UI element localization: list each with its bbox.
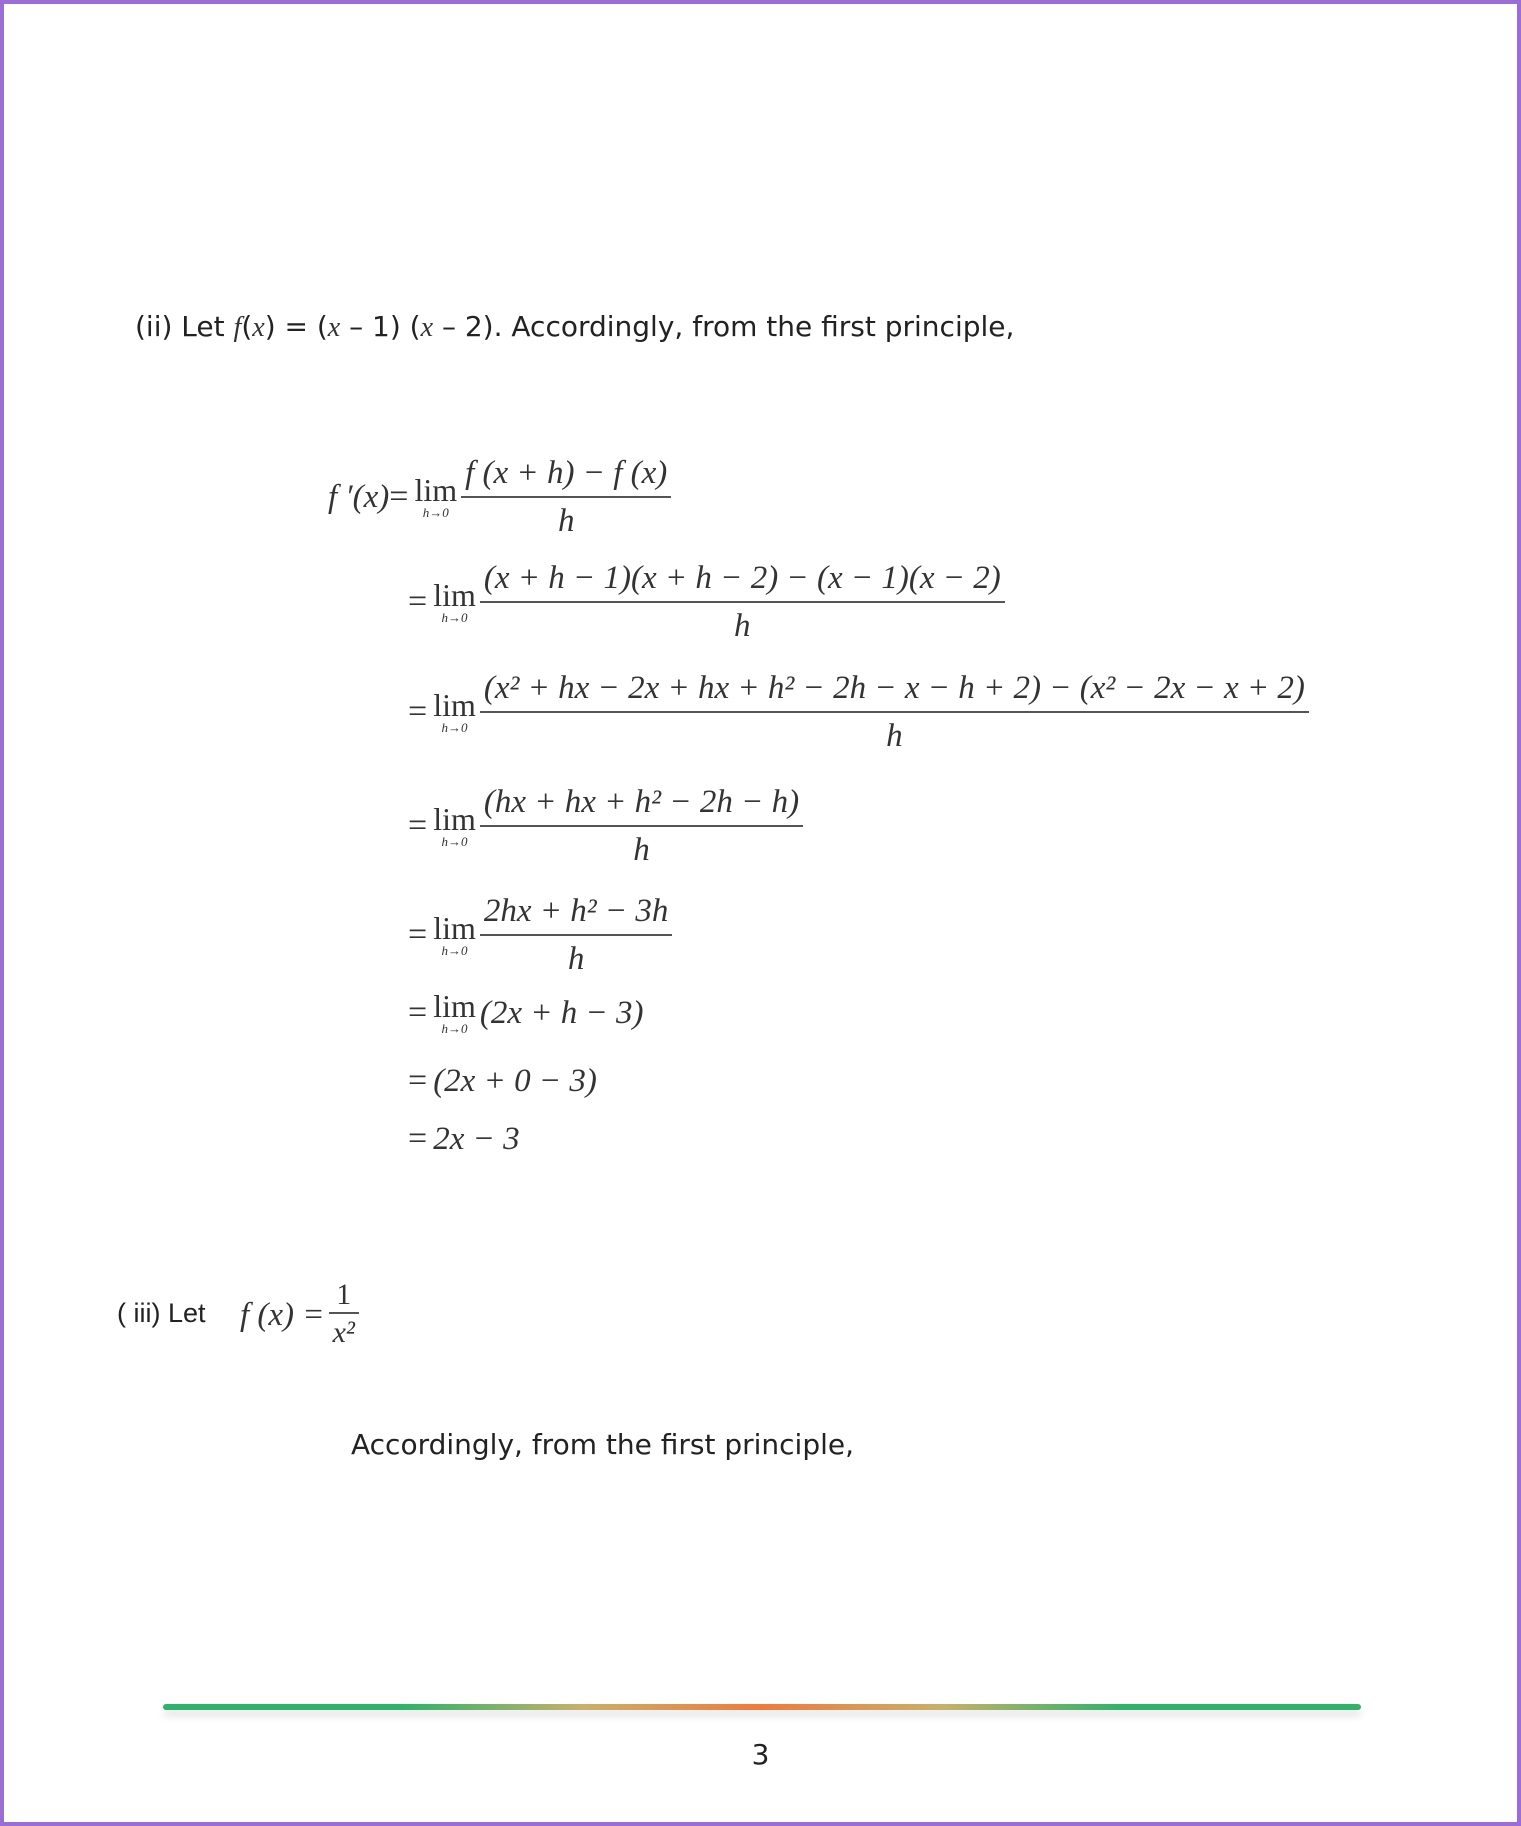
limit-operator: lim h→0: [414, 472, 458, 520]
fraction: $\frac{\text{(hx + hx + h² − 2h − h)}}{h}$: [480, 779, 803, 873]
limit-operator: lim h→0: [433, 910, 476, 958]
derivation-step-2: = lim h→0 $\frac{(x + h - 1)(x + h - 2) - (x - 1)(x - 2)}{h}$: [408, 555, 1005, 649]
derivation-step-6: = lim h→0 (2x + h − 3): [408, 988, 644, 1036]
part-ii-intro: (ii) Let f(x) = (x – 1) (x – 2). Accordingly, from the first principle,: [135, 310, 1015, 343]
derivation-result: = 2x − 3: [408, 1120, 520, 1157]
fraction: (x² + hx − 2x + hx + h² − 2h − x − h + 2) − (x² − 2x − x + 2) h: [480, 665, 1309, 759]
part-iii-label: ( iii) Let: [117, 1298, 206, 1328]
fraction: $\frac{\text{2hx + h² − 3h}}{h}$: [480, 888, 673, 982]
derivation-step-4: = lim h→0 $\frac{\text{(hx + hx + h² − 2h − h)}}{h}$: [408, 779, 803, 873]
derivative-lhs: f ′(x): [328, 478, 390, 515]
derivation-step-1: f ′(x) = lim h→0 $\frac{f (x + h) - f (x)}{h}$: [328, 450, 671, 544]
limit-operator: lim h→0: [433, 988, 476, 1036]
derivation-step-3: = lim h→0 (x² + hx − 2x + hx + h² − 2h − x − h + 2) − (x² − 2x − x + 2) h: [408, 665, 1309, 759]
part-iii-intro: Accordingly, from the first principle,: [351, 1428, 855, 1461]
derivation-step-7: = (2x + 0 − 3): [408, 1062, 597, 1099]
limit-operator: lim h→0: [433, 687, 476, 735]
page-number: 3: [751, 1738, 770, 1771]
fraction: $\frac{f (x + h) - f (x)}{h}$: [461, 450, 671, 544]
limit-operator: lim h→0: [433, 801, 476, 849]
fraction: $\frac{(x + h - 1)(x + h - 2) - (x - 1)(x - 2)}{h}$: [480, 555, 1005, 649]
limit-operator: lim h→0: [433, 577, 476, 625]
fraction: $\frac{1}{\text{x²}}$: [329, 1278, 359, 1352]
derivation-step-5: = lim h→0 $\frac{\text{2hx + h² − 3h}}{h}$: [408, 888, 672, 982]
footer-divider: [163, 1704, 1361, 1710]
part-iii-function: f (x) = $\frac{1}{\text{x²}}$: [240, 1278, 359, 1352]
